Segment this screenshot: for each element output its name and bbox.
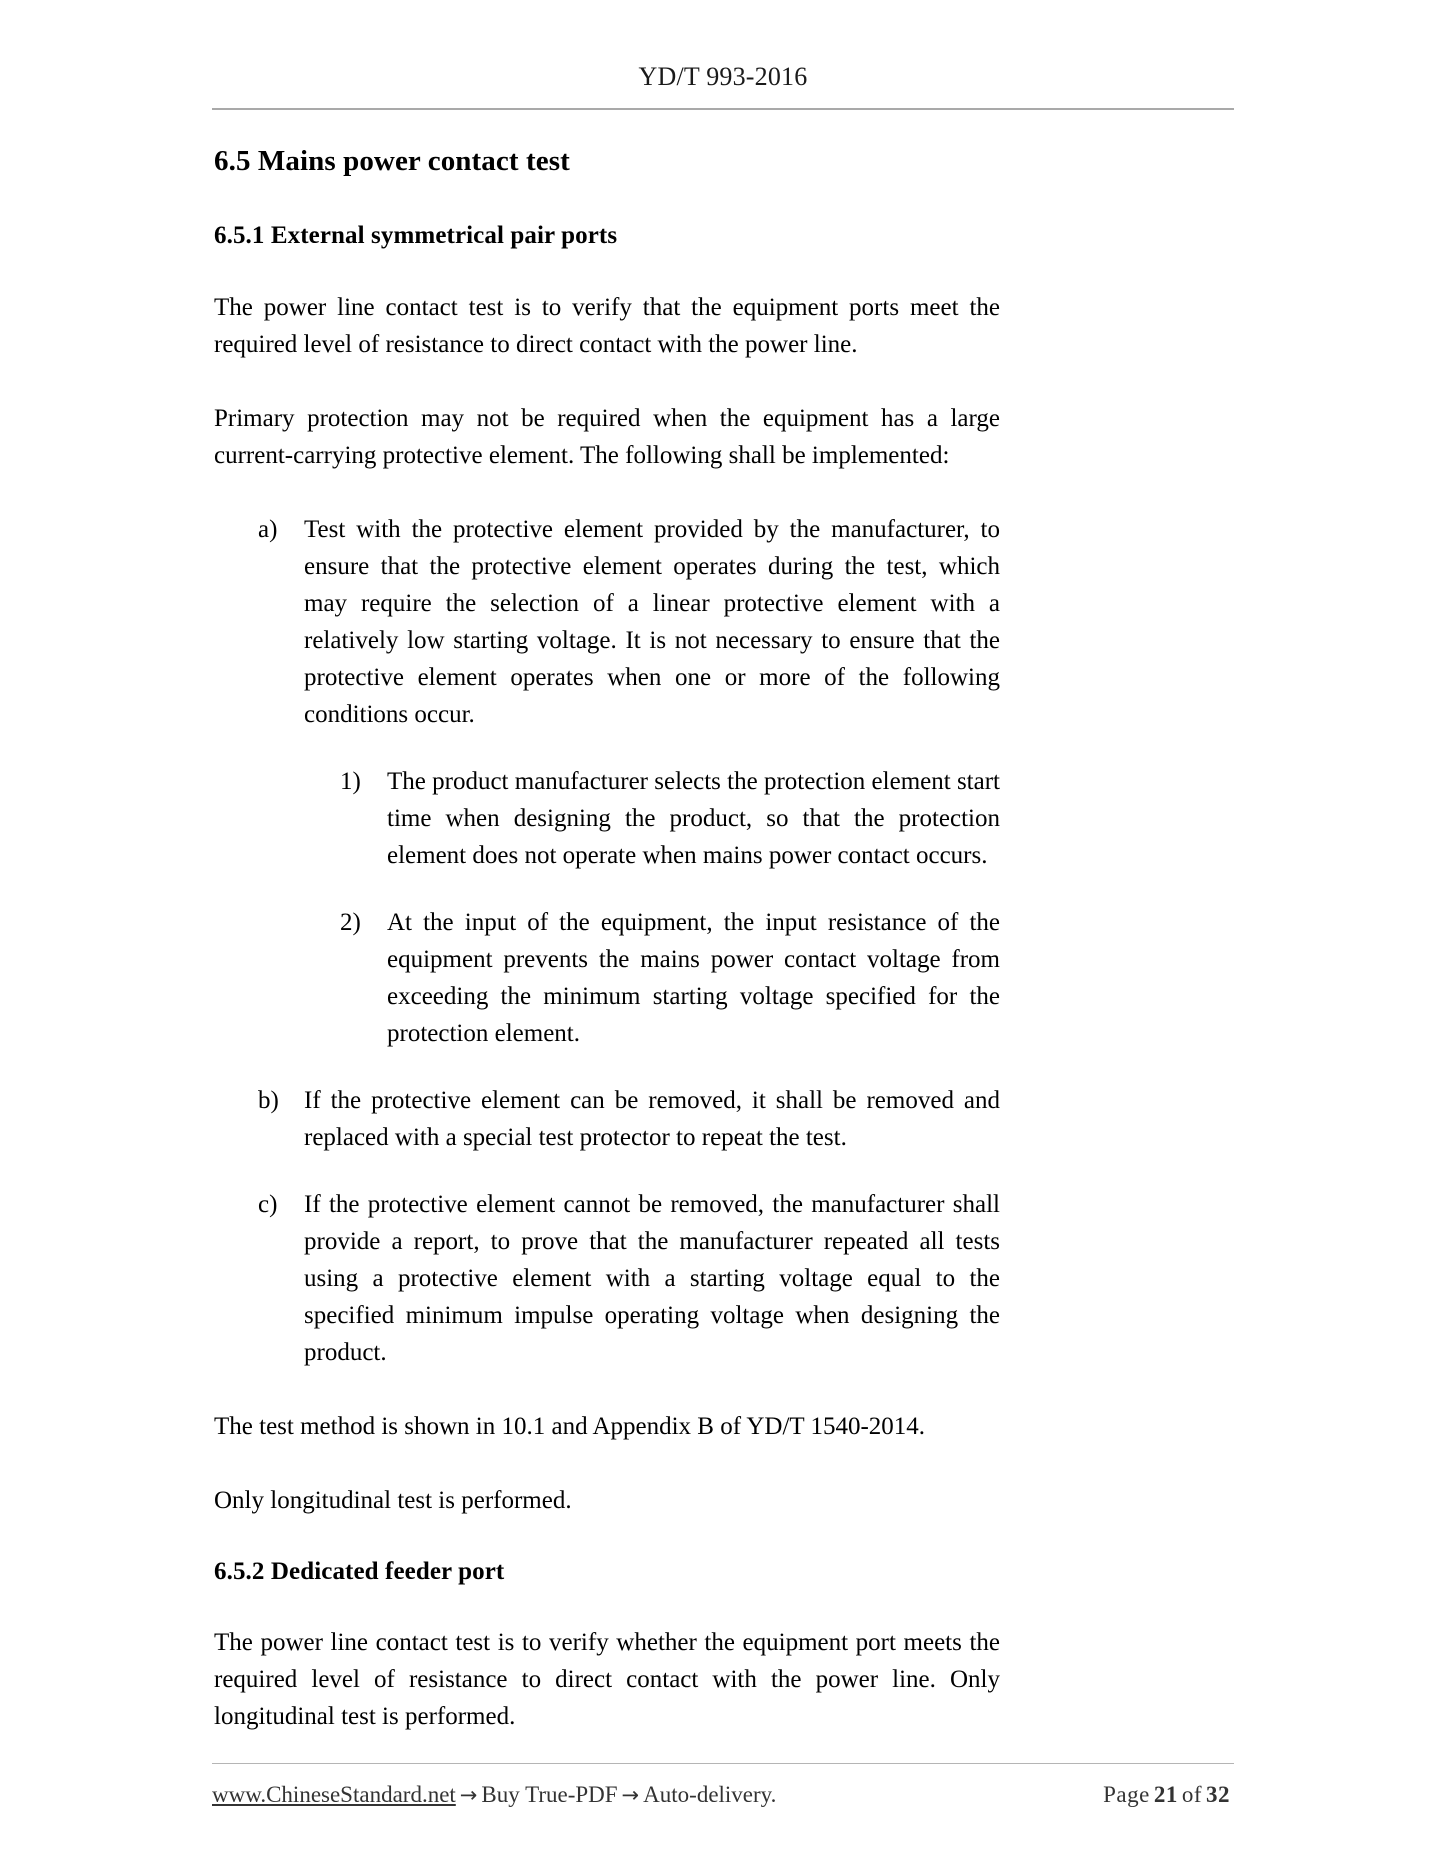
header-divider bbox=[212, 108, 1234, 110]
sublist-item-1 bbox=[330, 763, 1000, 874]
list-item-b-text: If the protective element can be removed, it shall be removed and replaced with a special test protector to repeat the test. bbox=[304, 1086, 1000, 1151]
paragraph-test-method-reference: The test method is shown in 10.1 and Appendix B of YD/T 1540-2014. bbox=[214, 1412, 926, 1440]
footer-promo bbox=[212, 1782, 776, 1808]
spacer bbox=[214, 179, 1000, 220]
subsection-title-6-5-2: 6.5.2 Dedicated feeder port bbox=[214, 1557, 505, 1585]
page-label: Page bbox=[1103, 1782, 1150, 1807]
alpha-list bbox=[214, 511, 1000, 1371]
header-standard-code: YD/T 993-2016 bbox=[638, 62, 808, 91]
page-header bbox=[212, 62, 1234, 110]
page-total: 32 bbox=[1206, 1782, 1230, 1807]
numbered-sublist bbox=[304, 763, 1000, 1052]
list-item-a bbox=[244, 511, 1000, 1052]
page-number: 21 bbox=[1153, 1782, 1178, 1807]
list-item-a-text: Test with the protective element provided by the manufacturer, to ensure that the protective element operates during the test, which may require the selection of a linear protective element with a relatively low starting voltage. It is not necessary to ensure that the protective element operates when one or more of the following conditions occur. bbox=[304, 515, 1000, 728]
list-marker-b: b) bbox=[258, 1086, 279, 1114]
footer-divider bbox=[212, 1763, 1234, 1764]
list-item-c-text: If the protective element cannot be removed, the manufacturer shall provide a report, to prove that the manufacturer repeated all tests using a protective element with a starting voltage equal to the specified minimum impulse operating voltage when designing the product. bbox=[304, 1190, 1000, 1366]
spacer bbox=[214, 1445, 1000, 1482]
spacer bbox=[214, 252, 1000, 289]
sublist-marker-1: 1) bbox=[340, 767, 361, 795]
paragraph-primary-protection: Primary protection may not be required when the equipment has a large current-carrying protective element. The following shall be implemented: bbox=[214, 404, 1000, 469]
page-footer bbox=[212, 1763, 1234, 1808]
subsection-title-6-5-1: 6.5.1 External symmetrical pair ports bbox=[214, 222, 618, 250]
spacer bbox=[214, 1371, 1000, 1408]
paragraph-power-line-contact-test: The power line contact test is to verify that the equipment ports meet the required level of resistance to direct contact with the power line. bbox=[214, 293, 1000, 358]
sublist-marker-2: 2) bbox=[340, 908, 361, 936]
buy-true-pdf-text: Buy True-PDF bbox=[481, 1782, 618, 1807]
sublist-item-2 bbox=[330, 904, 1000, 1052]
list-marker-a: a) bbox=[258, 515, 278, 543]
list-item-c bbox=[244, 1186, 1000, 1371]
paragraph-dedicated-feeder-port: The power line contact test is to verify whether the equipment port meets the required level of resistance to direct contact with the power line. Only longitudinal test is performed. bbox=[214, 1628, 1000, 1730]
page-indicator bbox=[1103, 1782, 1234, 1808]
list-marker-c: c) bbox=[258, 1190, 278, 1218]
footer-row bbox=[212, 1782, 1234, 1808]
page-of-label: of bbox=[1181, 1782, 1202, 1807]
arrow-right-icon: → bbox=[459, 1783, 478, 1807]
sublist-item-2-text: At the input of the equipment, the input resistance of the equipment prevents the mains power contact voltage from exceeding the minimum starting voltage specified for the protection element. bbox=[387, 908, 1000, 1047]
section-title-6-5: 6.5 Mains power contact test bbox=[214, 145, 570, 177]
auto-delivery-text: Auto-delivery. bbox=[643, 1782, 777, 1807]
document-body bbox=[214, 143, 1000, 1735]
spacer bbox=[214, 1587, 1000, 1624]
chinese-standard-link[interactable]: www.ChineseStandard.net bbox=[212, 1782, 456, 1807]
sublist-item-1-text: The product manufacturer selects the protection element start time when designing the product, so that the protection element does not operate when mains power contact occurs. bbox=[387, 767, 1000, 869]
paragraph-longitudinal-test: Only longitudinal test is performed. bbox=[214, 1486, 572, 1514]
spacer bbox=[214, 474, 1000, 511]
list-item-b bbox=[244, 1082, 1000, 1156]
arrow-right-icon-2: → bbox=[621, 1783, 640, 1807]
spacer bbox=[214, 363, 1000, 400]
spacer bbox=[214, 1519, 1000, 1556]
